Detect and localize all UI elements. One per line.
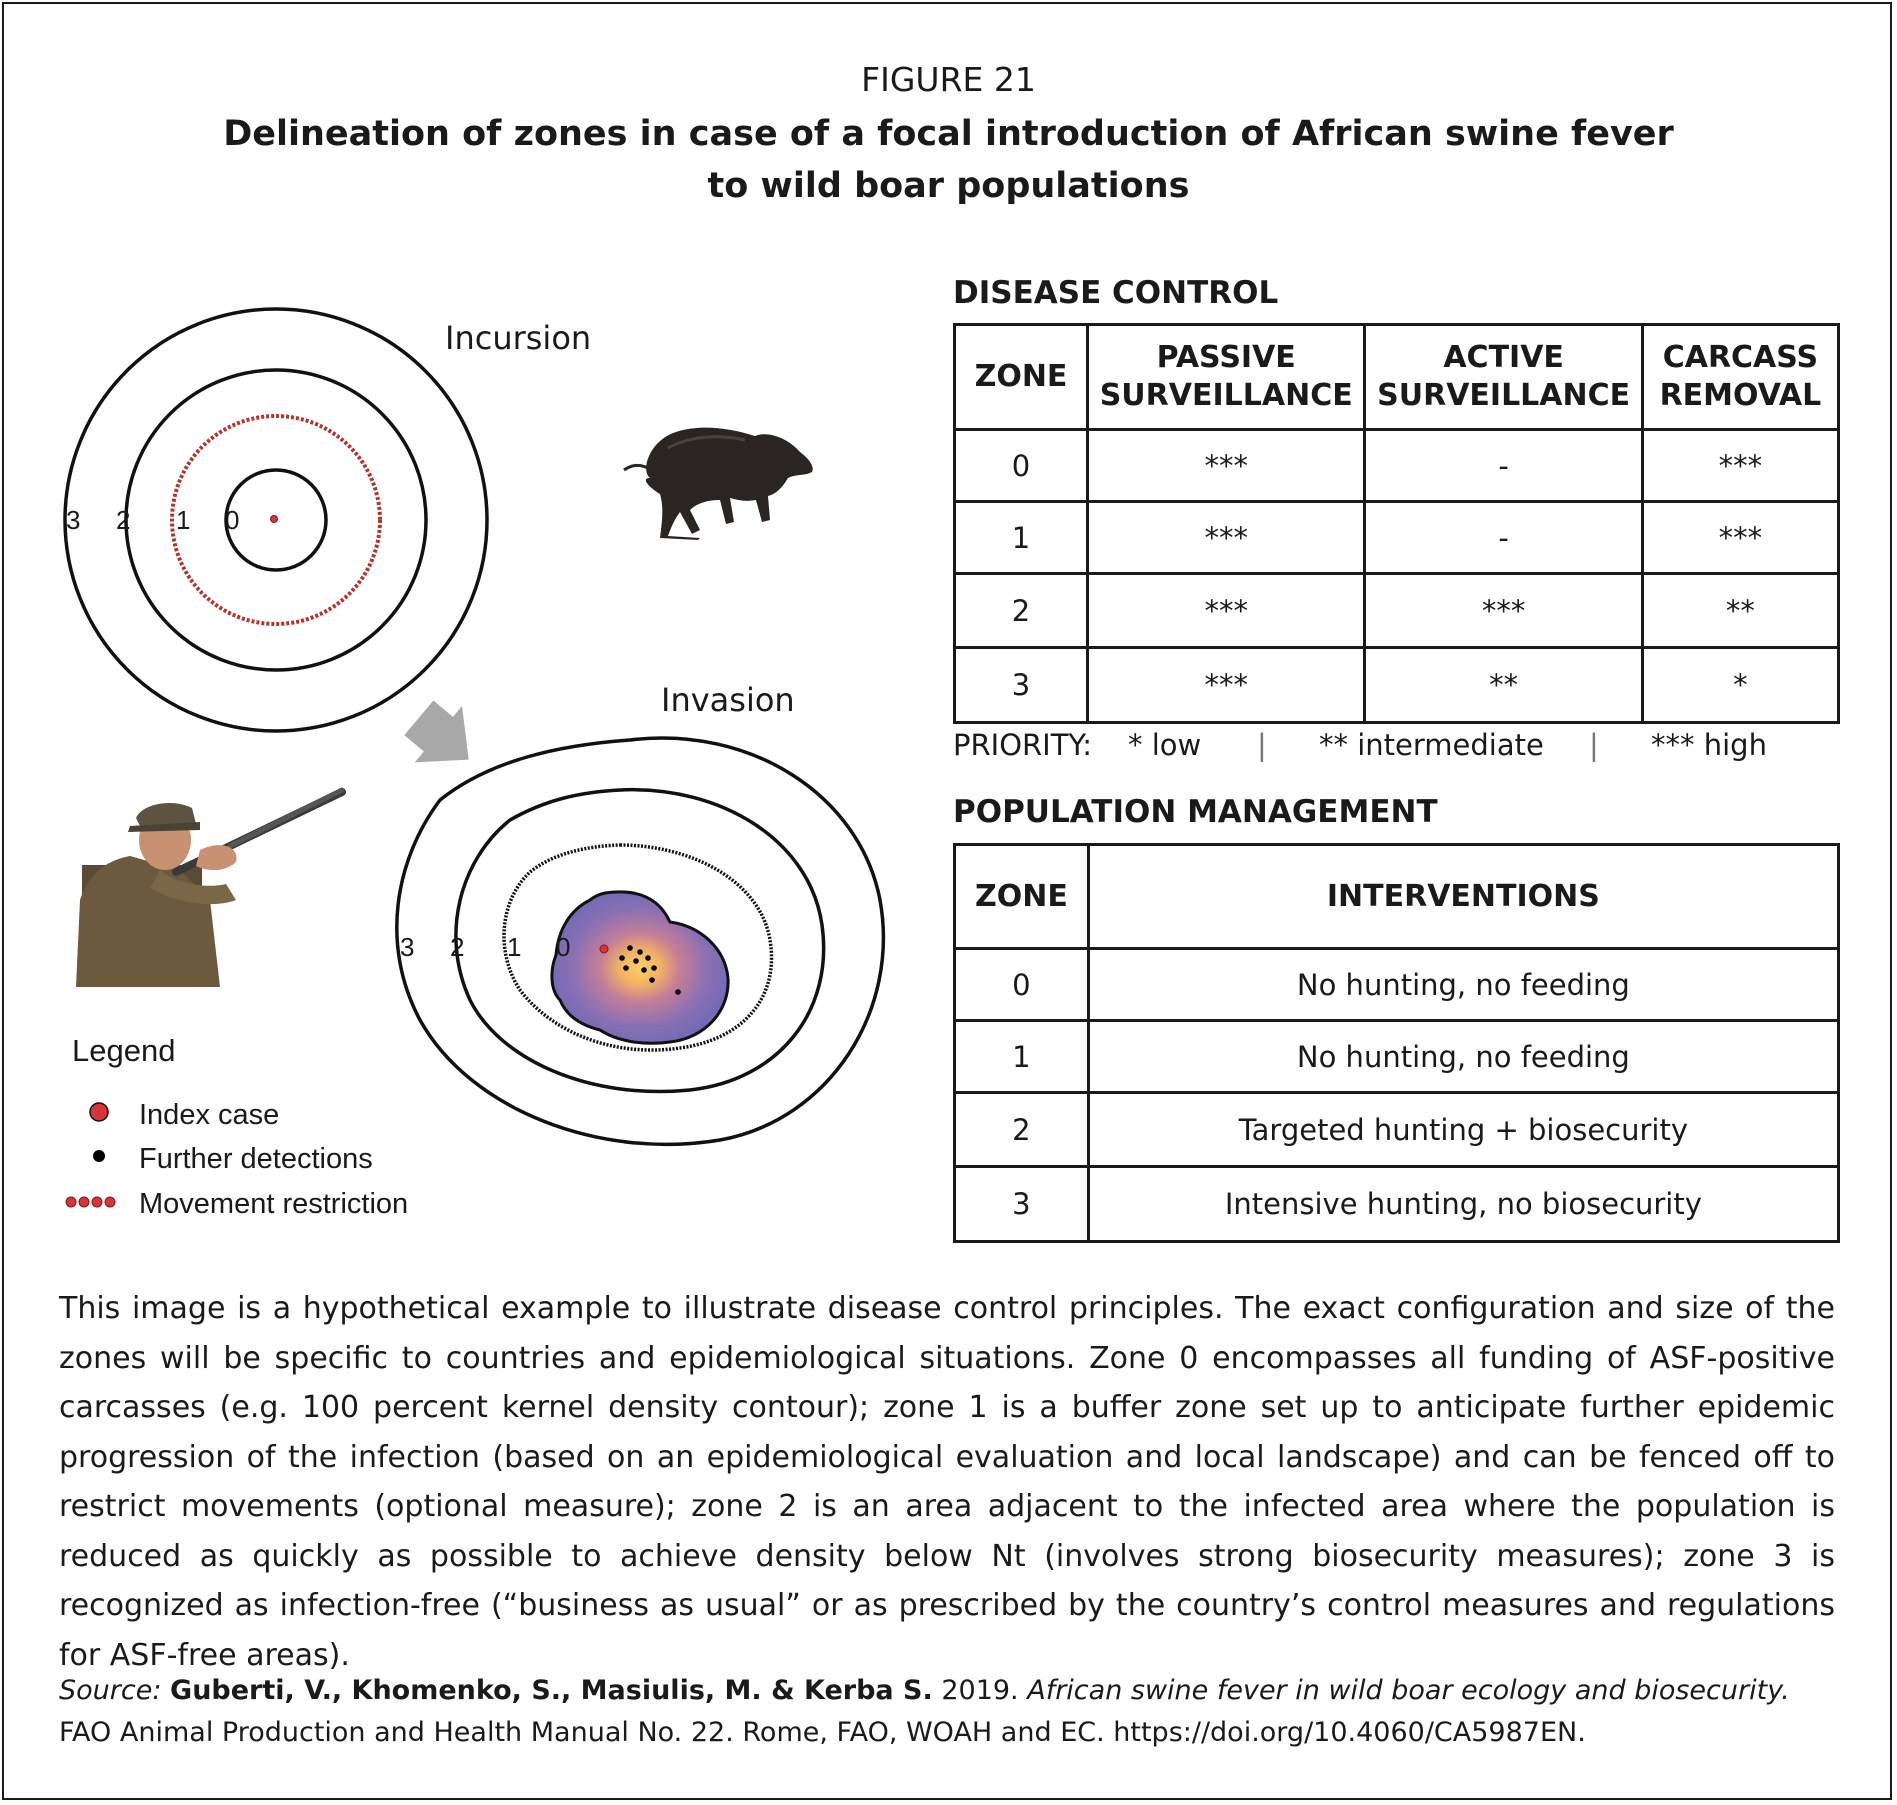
figure-caption: This image is a hypothetical example to illustrate disease control principles. The exact configuration and size of the zones will be specific to countries and epidemiological situations. Zone 0 encompasses all funding of ASF-positive carcasses (e.g. 100 percent kernel density contour); zone 1 is a buffer zone set up to anticipate further epidemic progression of the infection (based on an epidemiological evaluation and local landscape) and can be fenced off to restrict movements (optional measure); zone 2 is an area adjacent to the infected area where the population is reduced as quickly as possible to achieve density below Nt (involves strong biosecurity measures); zone 3 is recognized as infection-free (“business as usual” or as prescribed by the country’s control measures and regulations for ASF-free areas). <box>59 1291 1835 1673</box>
priority-separator: | <box>1589 728 1599 762</box>
source-title: African swine fever in wild boar ecology and biosecurity. <box>1027 1675 1790 1706</box>
invasion-diagram <box>397 681 884 1144</box>
pm-zone-cell: 0 <box>955 949 1089 1021</box>
invasion-zone-label-3: 3 <box>400 932 415 962</box>
arrow-down-right-icon <box>402 698 469 765</box>
figure-title-line-1: Delineation of zones in case of a focal introduction of African swine fever <box>223 114 1674 154</box>
legend-index-case-label: Index case <box>139 1099 280 1131</box>
dc-zone-cell: 1 <box>955 502 1088 574</box>
dc-zone-cell: 2 <box>955 574 1088 648</box>
invasion-index-case-dot <box>600 945 608 953</box>
incursion-zone-label-3: 3 <box>66 505 81 535</box>
dc-header-passive: PASSIVE SURVEILLANCE <box>1088 325 1365 430</box>
pm-intervention-cell: Intensive hunting, no biosecurity <box>1088 1167 1838 1242</box>
pm-zone-cell: 3 <box>955 1167 1089 1242</box>
wild-boar-icon <box>624 428 813 540</box>
pm-zone-cell: 2 <box>955 1093 1089 1167</box>
figure-source <box>59 1670 1849 1754</box>
population-management-heading: POPULATION MANAGEMENT <box>953 794 1438 830</box>
dc-header-active: ACTIVE SURVEILLANCE <box>1365 325 1642 430</box>
figure-label: FIGURE 21 <box>861 60 1036 99</box>
dc-active-cell: - <box>1365 502 1642 574</box>
disease-control-table <box>953 323 1840 724</box>
legend-movement-restriction-label: Movement restriction <box>139 1188 409 1220</box>
priority-legend <box>953 728 1843 768</box>
dc-carcass-cell: *** <box>1642 430 1838 502</box>
dc-passive-cell: *** <box>1088 648 1365 723</box>
population-management-header-row <box>955 845 1839 949</box>
source-publisher: FAO Animal Production and Health Manual No. 22. Rome, FAO, WOAH and EC. https://doi.org/10.4060/CA5987EN. <box>59 1717 1586 1748</box>
pm-header-zone: ZONE <box>955 845 1089 949</box>
hunter-icon <box>76 790 342 987</box>
priority-high: *** high <box>1651 728 1767 762</box>
table-row <box>955 1093 1839 1167</box>
priority-low: * low <box>1128 728 1202 762</box>
zone-diagram <box>0 0 960 1240</box>
disease-control-heading: DISEASE CONTROL <box>953 275 1279 311</box>
dc-active-cell: *** <box>1365 574 1642 648</box>
table-row <box>955 430 1839 502</box>
source-prefix: Source: <box>59 1675 162 1706</box>
pm-intervention-cell: Targeted hunting + biosecurity <box>1088 1093 1838 1167</box>
dc-passive-cell: *** <box>1088 574 1365 648</box>
legend-title: Legend <box>72 1033 176 1068</box>
source-year: 2019. <box>941 1675 1019 1706</box>
invasion-zone-label-1: 1 <box>507 932 522 962</box>
population-management-table <box>953 843 1840 1243</box>
pm-intervention-cell: No hunting, no feeding <box>1088 949 1838 1021</box>
priority-intermediate: ** intermediate <box>1319 728 1544 762</box>
dc-carcass-cell: *** <box>1642 502 1838 574</box>
incursion-label: Incursion <box>445 319 592 357</box>
figure-title-line-2: to wild boar populations <box>707 166 1190 206</box>
legend-movement-restriction-icon <box>66 1197 115 1207</box>
dc-carcass-cell: ** <box>1642 574 1838 648</box>
invasion-label: Invasion <box>661 681 795 719</box>
pm-zone-cell: 1 <box>955 1021 1089 1093</box>
dc-active-cell: ** <box>1365 648 1642 723</box>
incursion-diagram <box>65 309 591 731</box>
table-row <box>955 949 1839 1021</box>
dc-zone-cell: 0 <box>955 430 1088 502</box>
kernel-density-zone-0 <box>552 892 728 1043</box>
table-row <box>955 648 1839 723</box>
dc-passive-cell: *** <box>1088 502 1365 574</box>
priority-label: PRIORITY: <box>953 728 1093 762</box>
legend <box>66 1033 408 1220</box>
disease-control-header-row <box>955 325 1839 430</box>
legend-further-detections-icon <box>93 1150 105 1162</box>
legend-index-case-icon <box>90 1103 108 1121</box>
dc-passive-cell: *** <box>1088 430 1365 502</box>
table-row <box>955 502 1839 574</box>
incursion-zone-label-2: 2 <box>116 505 131 535</box>
pm-intervention-cell: No hunting, no feeding <box>1088 1021 1838 1093</box>
invasion-zone-label-2: 2 <box>450 932 465 962</box>
dc-carcass-cell: * <box>1642 648 1838 723</box>
invasion-zone-label-0: 0 <box>556 932 571 962</box>
dc-header-zone: ZONE <box>955 325 1088 430</box>
legend-further-detections-label: Further detections <box>139 1143 373 1175</box>
source-authors: Guberti, V., Khomenko, S., Masiulis, M. & Kerba S. <box>170 1675 933 1706</box>
table-row <box>955 1167 1839 1242</box>
dc-header-carcass: CARCASS REMOVAL <box>1642 325 1838 430</box>
incursion-index-case-dot <box>271 516 278 523</box>
incursion-zone-label-1: 1 <box>176 505 191 535</box>
priority-separator: | <box>1257 728 1267 762</box>
table-row <box>955 1021 1839 1093</box>
incursion-zone-label-0: 0 <box>225 505 240 535</box>
dc-active-cell: - <box>1365 430 1642 502</box>
table-row <box>955 574 1839 648</box>
pm-header-interventions: INTERVENTIONS <box>1088 845 1838 949</box>
dc-zone-cell: 3 <box>955 648 1088 723</box>
